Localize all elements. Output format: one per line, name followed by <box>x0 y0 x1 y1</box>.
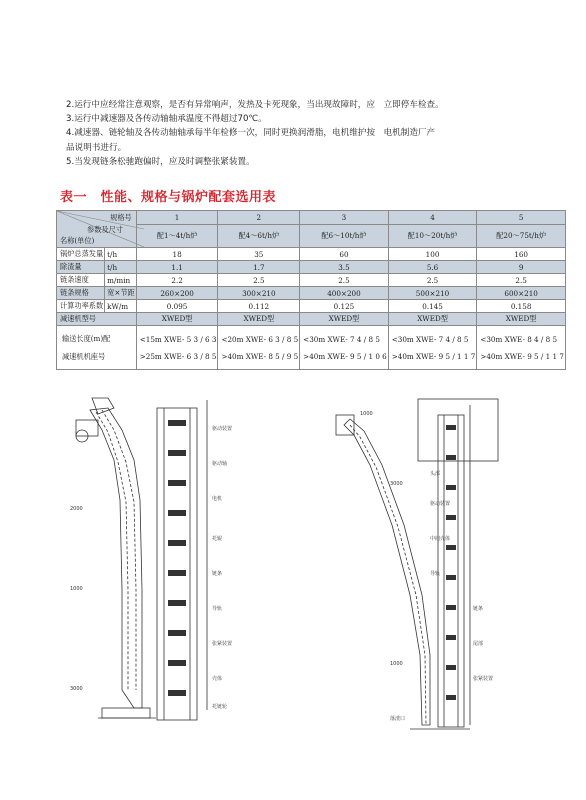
length-cell <box>218 326 300 370</box>
header-spec-no: 规格号 <box>110 213 132 222</box>
table-row <box>57 300 566 313</box>
right-dim-1: 3000 <box>390 481 403 487</box>
spec-no-1: 1 <box>136 211 218 225</box>
long-spec: >25m XWE- 6 3 / 8 5 <box>139 351 217 361</box>
row-value: 160 <box>477 248 566 261</box>
short-spec: <30m XWE- 7 4 / 8 5 <box>303 334 380 344</box>
note-4: 4.减速器、链轮轴及各传动轴轴承每半年检修一次，同时更换润滑脂，电机维护按 电机制造厂产 <box>66 128 436 139</box>
spec-no-5: 5 <box>477 211 566 225</box>
boiler-match-1: 配1～4t/h炉 <box>136 225 218 248</box>
table-row <box>57 248 566 261</box>
row-value: 2.5 <box>218 274 300 287</box>
left-dim-2: 2000 <box>70 506 83 512</box>
long-spec: >40m XWE- 9 5 / 1 1 7 <box>391 351 476 361</box>
length-label: 输送长度(m)配 <box>62 333 111 343</box>
right-dim-0: 1000 <box>390 661 403 667</box>
boiler-match-5: 配20～75t/h炉 <box>477 225 566 248</box>
row-value: 100 <box>388 248 477 261</box>
row-unit: t/h <box>105 248 137 261</box>
row-label: 链条速度 <box>57 274 105 287</box>
row-value: 0.145 <box>388 300 477 313</box>
long-spec: >40m XWE- 9 5 / 1 1 7 <box>480 351 564 361</box>
left-label-1: 驱动轴 <box>212 461 228 467</box>
note-2: 2.运行中应经常注意观察，是否有异常响声，发热及卡死现象，当出现故障时，应 立即停车检查。 <box>66 100 444 110</box>
table-header-cell <box>57 211 137 248</box>
left-label-4: 链条 <box>212 571 223 577</box>
row-label: 减速机型号 <box>57 313 137 326</box>
row-value: 500×210 <box>388 287 477 300</box>
long-spec: >40m XWE- 9 5 / 1 0 6 <box>303 351 387 361</box>
left-dim-0: 3000 <box>70 686 83 692</box>
row-label: 锅炉总蒸发量 <box>57 248 105 261</box>
row-value: 0.125 <box>300 300 389 313</box>
row-value: 1.1 <box>136 261 218 274</box>
conveyor-drawing-left <box>62 390 237 740</box>
row-value: XWED型 <box>477 313 566 326</box>
row-value: 400×200 <box>300 287 389 300</box>
short-spec: <20m XWE- 6 3 / 8 5 <box>221 334 299 344</box>
left-dim-1: 1000 <box>70 586 83 592</box>
right-label-3: 导轨 <box>430 571 441 577</box>
row-unit: m/min <box>105 274 137 287</box>
right-dim-2: 1000 <box>360 411 373 417</box>
length-cell <box>300 326 389 370</box>
left-label-3: 托辊 <box>212 536 223 542</box>
short-spec: <15m XWE- 5 3 / 6 3 <box>139 334 217 344</box>
row-unit: kW/m <box>105 300 137 313</box>
spec-no-4: 4 <box>388 211 477 225</box>
length-row <box>57 326 566 370</box>
row-value: 1.7 <box>218 261 300 274</box>
row-value: 0.158 <box>477 300 566 313</box>
short-spec: <30m XWE- 7 4 / 8 5 <box>391 334 469 344</box>
row-value: XWED型 <box>388 313 477 326</box>
table-title: 表一 性能、规格与锅炉配套选用表 <box>60 190 277 205</box>
row-value: 0.095 <box>136 300 218 313</box>
right-label-0: 头部 <box>430 471 441 477</box>
maintenance-notes <box>66 98 536 169</box>
length-cell <box>388 326 477 370</box>
row-unit: t/h <box>105 261 137 274</box>
boiler-match-4: 配10～20t/h炉 <box>388 225 477 248</box>
header-name-unit: 名称(单位) <box>60 236 95 245</box>
spec-table <box>56 210 566 370</box>
spec-no-2: 2 <box>218 211 300 225</box>
row-value: 5.6 <box>388 261 477 274</box>
row-label: 除渣量 <box>57 261 105 274</box>
row-value: 3.5 <box>300 261 389 274</box>
row-label: 计算功率系数 <box>57 300 105 313</box>
note-4-cont: 品说明书进行。 <box>66 142 127 153</box>
row-value: 600×210 <box>477 287 566 300</box>
row-value: 35 <box>218 248 300 261</box>
right-label-2: 中间壳体 <box>430 536 451 542</box>
spec-no-3: 3 <box>300 211 389 225</box>
right-label-1: 驱动装置 <box>430 501 451 507</box>
left-label-7: 壳体 <box>212 676 223 682</box>
row-value: 9 <box>477 261 566 274</box>
row-value: 2.5 <box>388 274 477 287</box>
row-value: 18 <box>136 248 218 261</box>
right-label-5: 尾部 <box>473 641 484 647</box>
right-label-4: 链条 <box>473 606 484 612</box>
row-value: XWED型 <box>136 313 218 326</box>
row-value: 60 <box>300 248 389 261</box>
header-params: 参数及尺寸 <box>87 225 123 234</box>
left-label-0: 驱动装置 <box>212 426 233 432</box>
table-row <box>57 287 566 300</box>
right-label-6: 张紧装置 <box>473 676 494 682</box>
left-label-5: 导轨 <box>212 606 223 612</box>
row-value: XWED型 <box>218 313 300 326</box>
row-label: 链条规格 <box>57 287 105 300</box>
boiler-match-3: 配6～10t/h炉 <box>300 225 389 248</box>
length-cell <box>477 326 566 370</box>
row-value: 2.5 <box>477 274 566 287</box>
row-value: 2.5 <box>300 274 389 287</box>
row-value: 260×200 <box>136 287 218 300</box>
row-value: 300×210 <box>218 287 300 300</box>
left-label-2: 电机 <box>212 496 223 502</box>
length-row-label <box>57 326 137 370</box>
short-spec: <30m XWE- 8 4 / 8 5 <box>480 334 558 344</box>
table-row <box>57 274 566 287</box>
left-label-8: 托链轮 <box>212 704 228 710</box>
long-spec: >40m XWE- 8 5 / 9 5 <box>221 351 299 361</box>
row-value: 0.112 <box>218 300 300 313</box>
table-row <box>57 313 566 326</box>
length-cell <box>136 326 218 370</box>
conveyor-drawing-right <box>330 395 500 740</box>
right-label-7: 落渣口 <box>390 716 406 722</box>
reducer-base-label: 减速机机座号 <box>62 351 106 361</box>
left-label-6: 张紧装置 <box>212 641 233 647</box>
row-value: XWED型 <box>300 313 389 326</box>
note-3: 3.运行中减速器及各传动轴轴承温度不得超过70℃。 <box>66 114 267 125</box>
note-5: 5.当发现链条松驰跑偏时，应及时调整张紧装置。 <box>66 156 255 167</box>
row-unit: 宽×节距 <box>105 287 137 300</box>
boiler-match-2: 配4～6t/h炉 <box>218 225 300 248</box>
row-value: 2.2 <box>136 274 218 287</box>
table-row <box>57 261 566 274</box>
